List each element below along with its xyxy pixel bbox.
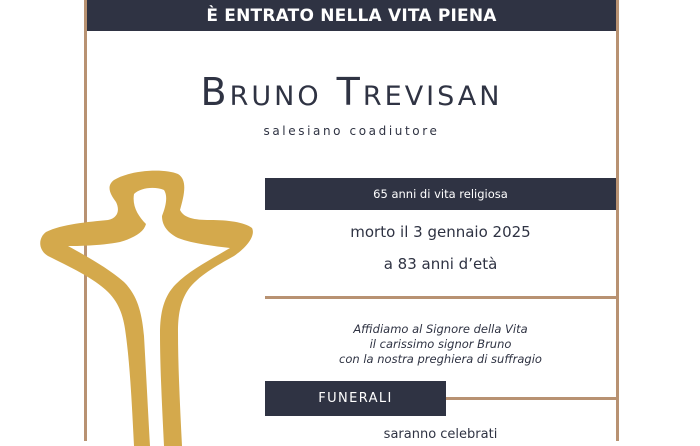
prayer-line: il carissimo signor Bruno — [369, 337, 512, 351]
religious-life-bar — [265, 178, 616, 210]
funeral-label: FUNERALI — [318, 391, 393, 406]
frame-right-line — [616, 0, 619, 441]
risen-christ-cross-icon — [38, 166, 258, 446]
prayer-text — [265, 322, 616, 367]
death-date: morto il 3 gennaio 2025 — [350, 223, 531, 241]
banner-title: È ENTRATO NELLA VITA PIENA — [206, 5, 497, 26]
person-name: Bruno Trevisan — [200, 70, 503, 114]
person-role: salesiano coadiutore — [263, 124, 440, 138]
funeral-text: saranno celebrati — [383, 427, 498, 442]
divider — [265, 296, 616, 299]
prayer-line: Affidiamo al Signore della Vita — [353, 322, 528, 336]
funeral-divider — [446, 397, 616, 400]
prayer-line: con la nostra preghiera di suffragio — [339, 352, 542, 366]
top-banner — [87, 0, 616, 31]
age-at-death: a 83 anni d’età — [383, 255, 498, 273]
funeral-label-box — [265, 381, 446, 416]
religious-life-text: 65 anni di vita religiosa — [373, 187, 508, 201]
